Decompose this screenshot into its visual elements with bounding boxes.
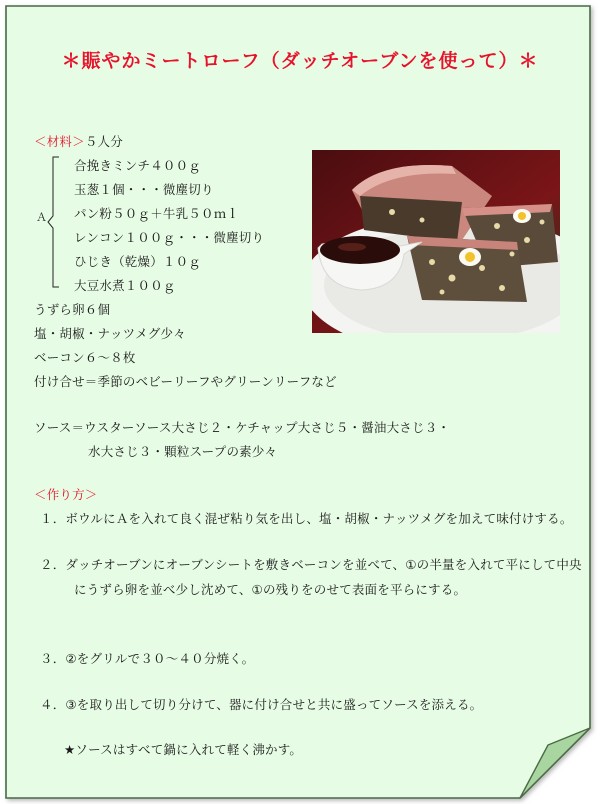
step-2 bbox=[40, 557, 582, 573]
ingredient-a-5: ひじき（乾燥）１０ｇ bbox=[74, 254, 202, 269]
ingredient-a-1: 合挽きミンチ４００ｇ bbox=[74, 158, 202, 173]
step-number: １． bbox=[40, 511, 66, 526]
ingredient-other-2: 塩・胡椒・ナッツメグ少々 bbox=[34, 326, 186, 341]
ingredient-a-4: レンコン１００ｇ・・・微塵切り bbox=[74, 230, 265, 245]
sauce-line-1: ソース＝ウスターソース大さじ２・ケチャップ大さじ５・醤油大さじ３・ bbox=[34, 420, 451, 435]
ingredients-heading bbox=[34, 134, 123, 150]
sauce-line-2: 水大さじ３・顆粒スープの素少々 bbox=[88, 444, 278, 459]
ingredient-other-3: ベーコン６〜８枚 bbox=[34, 350, 136, 365]
servings: ５人分 bbox=[84, 134, 123, 149]
step-text: ボウルにＡを入れて良く混ぜ粘り気を出し、塩・胡椒・ナッツメグを加えて味付けする。 bbox=[65, 511, 573, 526]
ingredient-other-4: 付け合せ＝季節のベビーリーフやグリーンリーフなど bbox=[34, 374, 337, 389]
ingredient-a-3: パン粉５０ｇ＋牛乳５０ｍｌ bbox=[74, 206, 240, 221]
step-number: ２． bbox=[40, 557, 66, 572]
step-4 bbox=[40, 697, 482, 713]
step-number: ３． bbox=[40, 651, 66, 666]
ingredient-other-1: うずら卵６個 bbox=[34, 302, 111, 317]
group-a-label: Ａ bbox=[36, 211, 48, 224]
step-2-continued: にうずら卵を並べ少し沈めて、①の残りをのせて表面を平らにする。 bbox=[74, 582, 467, 597]
method-heading: ＜作り方＞ bbox=[34, 487, 98, 502]
meatloaf-photo bbox=[312, 150, 560, 333]
step-3 bbox=[40, 651, 254, 667]
step-text: ③を取り出して切り分けて、器に付け合せと共に盛ってソースを添える。 bbox=[65, 697, 483, 712]
sauce-note: ★ソースはすべて鍋に入れて軽く沸かす。 bbox=[64, 742, 303, 757]
group-a-bracket bbox=[46, 156, 60, 288]
ingredient-a-2: 玉葱１個・・・微塵切り bbox=[74, 182, 214, 197]
step-1 bbox=[40, 511, 573, 527]
step-number: ４． bbox=[40, 697, 66, 712]
step-text: ダッチオーブンにオーブンシートを敷きベーコンを並べて、①の半量を入れて平にして中央 bbox=[65, 557, 582, 572]
ingredients-heading-label: ＜材料＞ bbox=[34, 134, 85, 149]
recipe-title: ＊賑やかミートローフ（ダッチオーブンを使って）＊ bbox=[61, 50, 539, 72]
ingredient-a-6: 大豆水煮１００ｇ bbox=[74, 278, 176, 293]
step-text: ②をグリルで３０〜４０分焼く。 bbox=[65, 651, 255, 666]
